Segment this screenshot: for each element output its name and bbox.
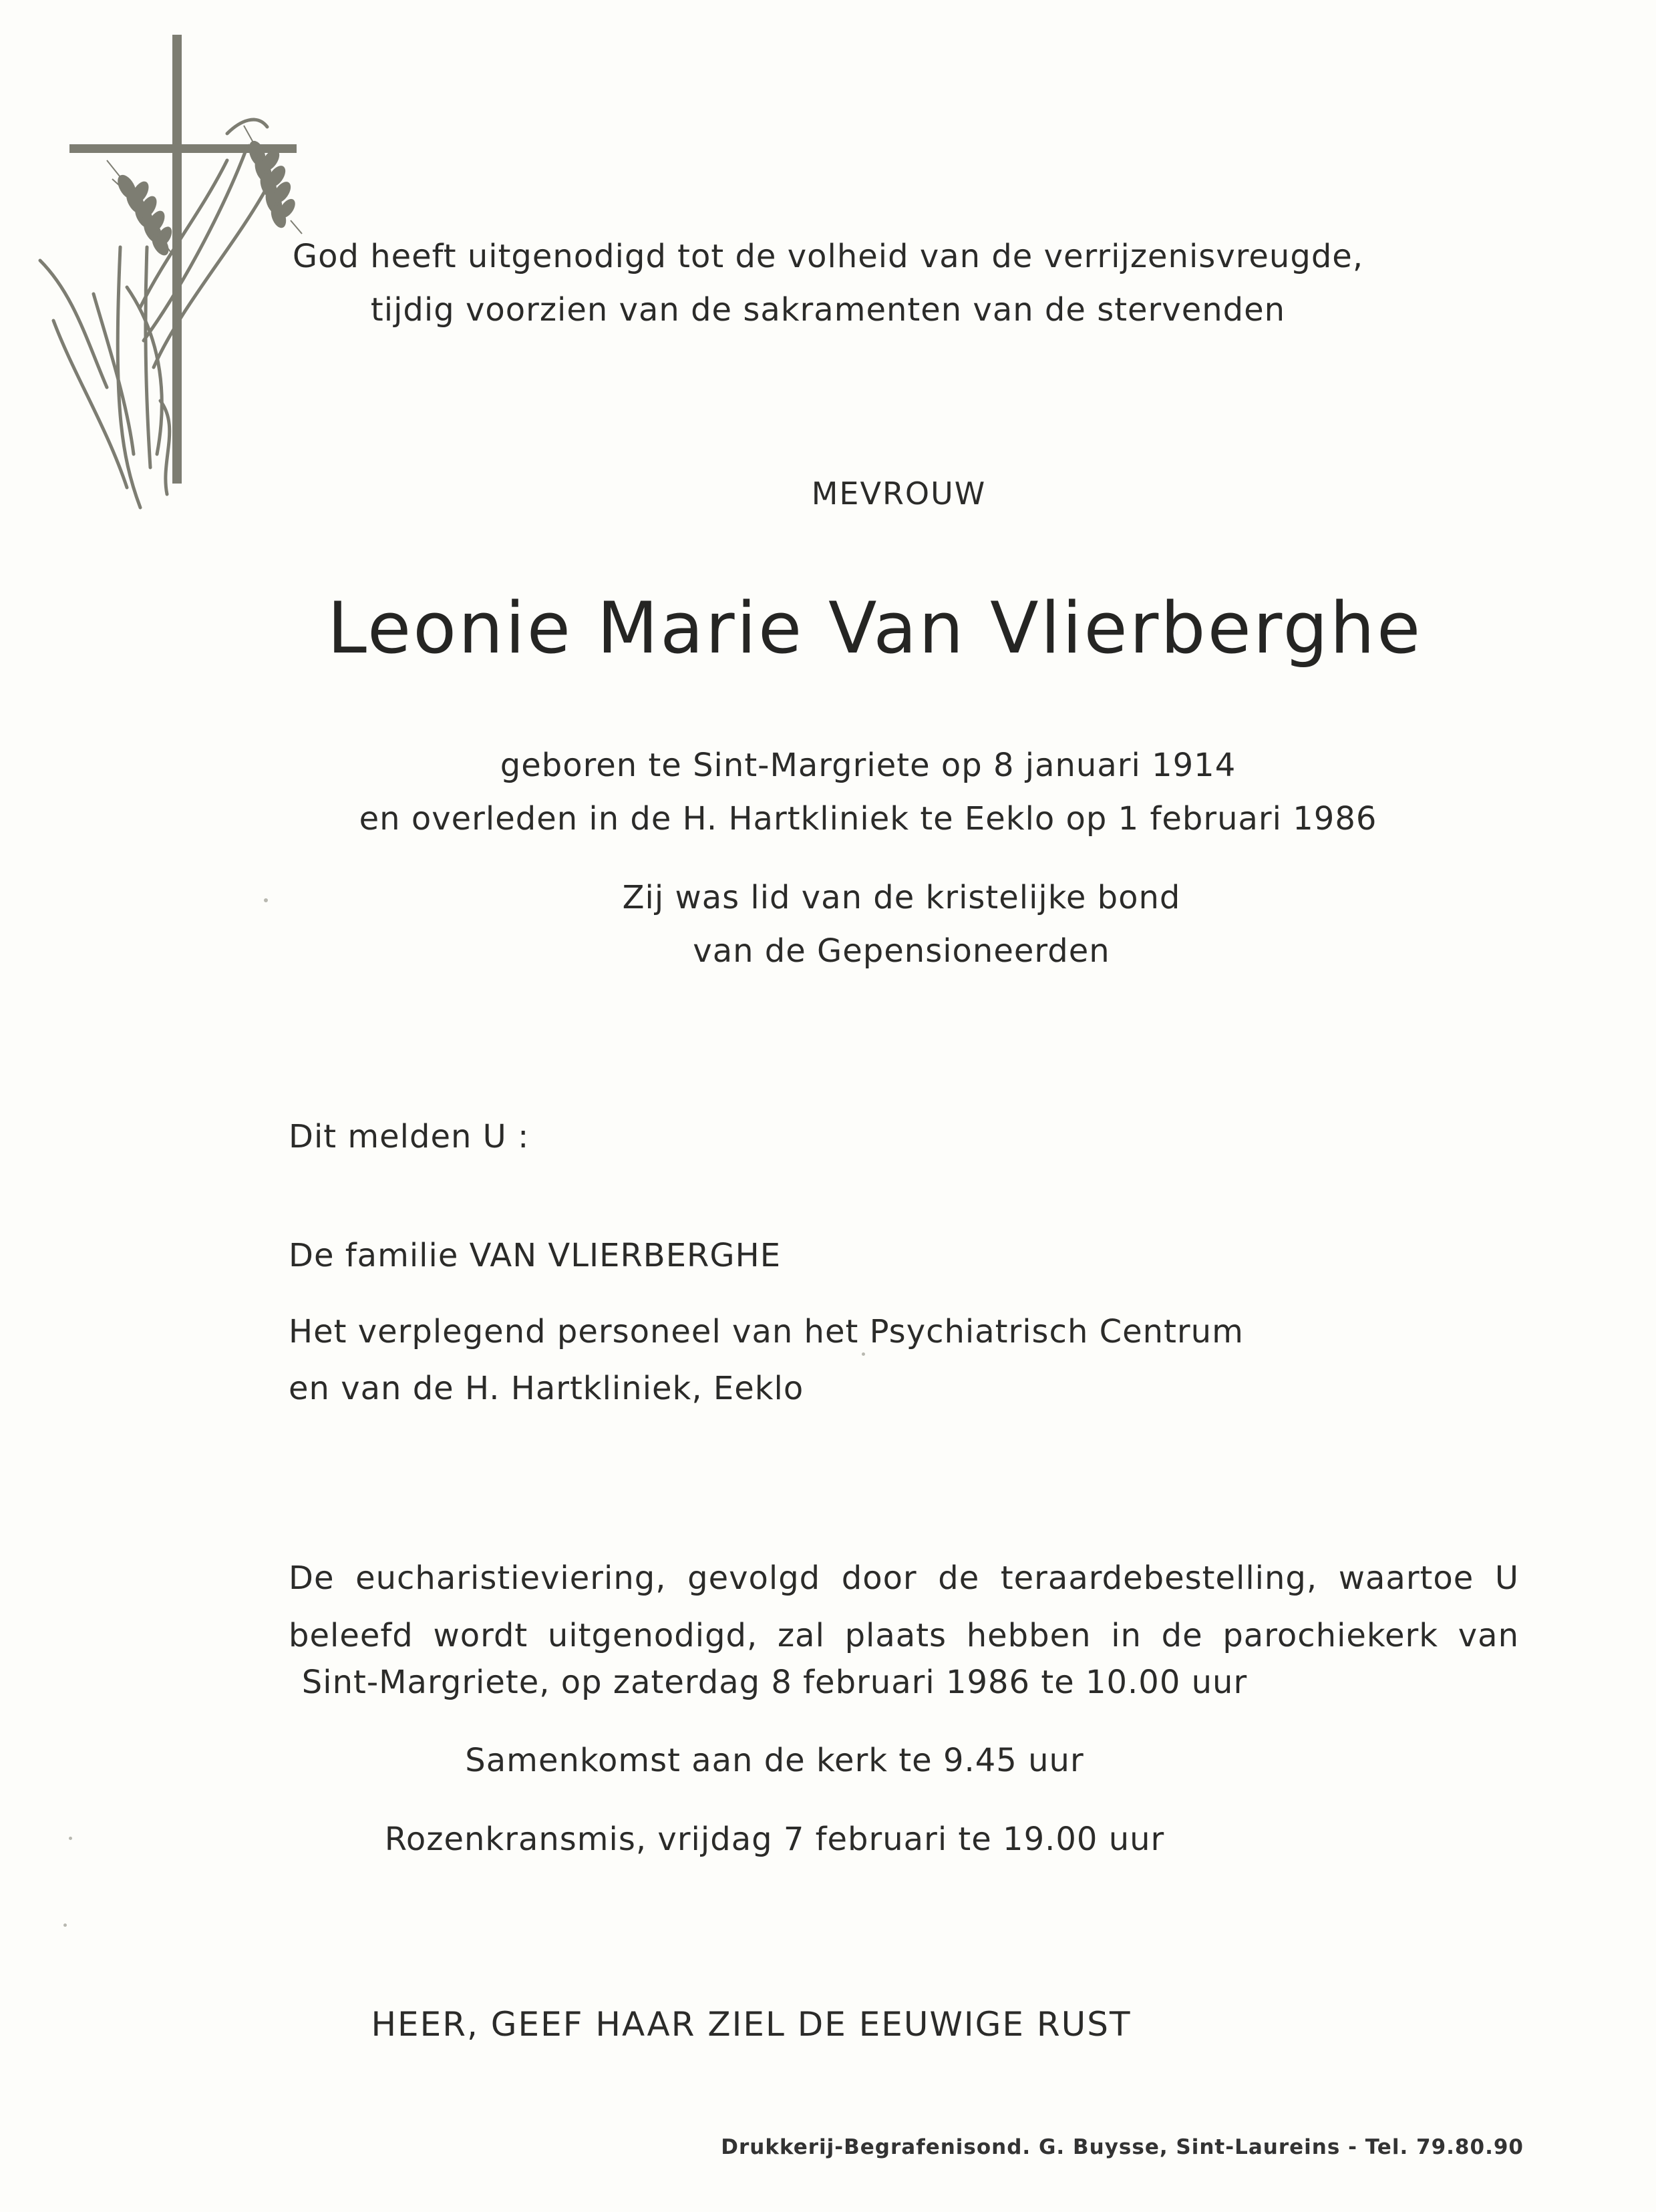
closing-prayer: HEER, GEEF HAAR ZIEL DE EEUWIGE RUST bbox=[371, 2005, 1132, 2044]
cross-with-wheat-icon bbox=[27, 27, 307, 534]
service-line-2: beleefd wordt uitgenodigd, zal plaats hebben in de parochiekerk van bbox=[289, 1617, 1519, 1654]
death-line: en overleden in de H. Hartkliniek te Eeklo op 1 februari 1986 bbox=[359, 800, 1377, 838]
birth-line: geboren te Sint-Margriete op 8 januari 1914 bbox=[500, 747, 1236, 784]
membership-line-2: van de Gepensioneerden bbox=[693, 932, 1110, 970]
announcers-staff-line-1: Het verplegend personeel van het Psychiatrisch Centrum bbox=[289, 1313, 1244, 1350]
service-line-3: Sint-Margriete, op zaterdag 8 februari 1986 te 10.00 uur bbox=[301, 1664, 1248, 1701]
announcers-staff-line-2: en van de H. Hartkliniek, Eeklo bbox=[289, 1370, 804, 1407]
honorific-title: MEVROUW bbox=[811, 476, 987, 512]
membership-line-1: Zij was lid van de kristelijke bond bbox=[622, 879, 1181, 916]
intro-line-1: God heeft uitgenodigd tot de volheid van de verrijzenisvreugde, bbox=[292, 238, 1364, 275]
paper-speck bbox=[862, 1352, 865, 1356]
paper-speck bbox=[69, 1837, 72, 1840]
announcers-heading: Dit melden U : bbox=[289, 1118, 530, 1155]
service-line-1: De eucharistieviering, gevolgd door de teraardebestelling, waartoe U bbox=[289, 1559, 1519, 1597]
service-paragraph bbox=[289, 1549, 1519, 1664]
paper-speck bbox=[63, 1923, 67, 1927]
intro-line-2: tijdig voorzien van de sakramenten van de stervenden bbox=[370, 291, 1286, 329]
printer-imprint: Drukkerij-Begrafenisond. G. Buysse, Sint-Laureins - Tel. 79.80.90 bbox=[721, 2135, 1524, 2159]
announcers-family: De familie VAN VLIERBERGHE bbox=[289, 1237, 782, 1274]
deceased-name: Leonie Marie Van Vlierberghe bbox=[327, 587, 1423, 669]
gathering-line: Samenkomst aan de kerk te 9.45 uur bbox=[465, 1742, 1084, 1779]
paper-speck bbox=[264, 898, 268, 902]
rosary-line: Rozenkransmis, vrijdag 7 februari te 19.00 uur bbox=[384, 1821, 1165, 1858]
